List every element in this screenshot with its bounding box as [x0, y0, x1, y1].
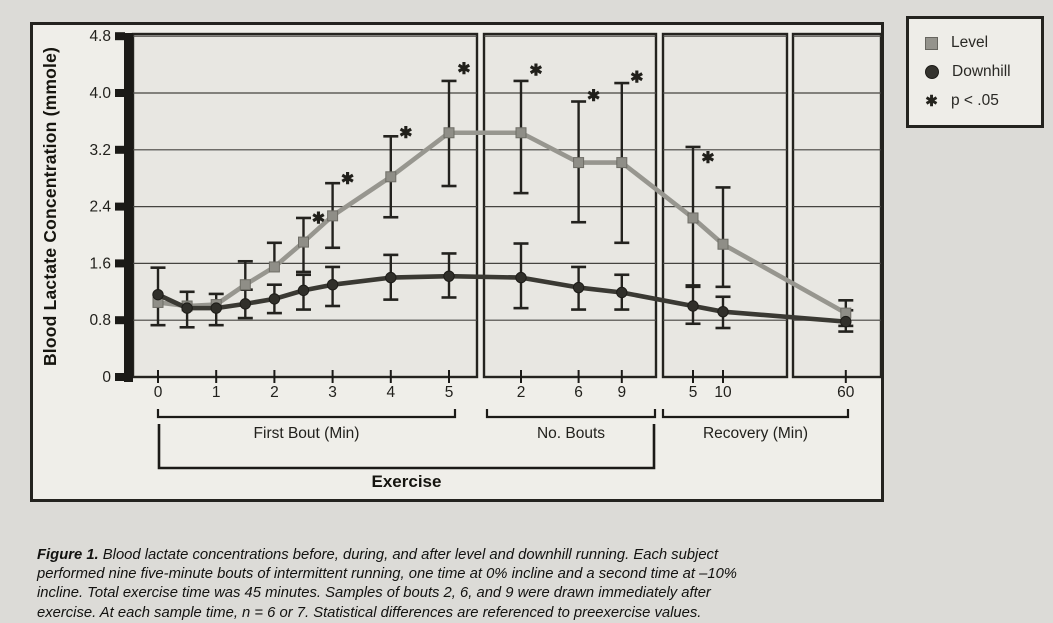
x-tick-label: 5	[688, 384, 698, 401]
level-marker	[269, 262, 279, 272]
downhill-marker	[444, 271, 454, 281]
y-tick-mark	[115, 146, 125, 154]
downhill-marker	[182, 303, 192, 313]
x-tick-label: 1	[211, 384, 221, 401]
y-tick-mark	[115, 32, 125, 40]
significance-star: ✱	[630, 69, 644, 87]
section-bracket	[158, 409, 455, 417]
x-tick-label: 6	[574, 384, 583, 401]
level-square-icon	[925, 37, 938, 50]
exercise-label: Exercise	[371, 472, 442, 491]
level-marker	[299, 237, 309, 247]
y-tick-mark	[115, 316, 125, 324]
panel-late_recovery	[793, 34, 881, 377]
y-tick-label: 0	[102, 369, 111, 386]
x-tick-label: 4	[386, 384, 396, 401]
y-tick-mark	[115, 203, 125, 211]
significance-star: ✱	[586, 88, 601, 106]
significance-star: ✱	[340, 171, 355, 189]
figure-caption	[37, 546, 745, 623]
y-tick-mark	[115, 259, 125, 267]
legend-label-significance: p < .05	[951, 92, 999, 109]
y-axis-label-text: Blood Lactate Concentration (mmole)	[40, 46, 61, 366]
x-tick-label: 5	[444, 384, 454, 401]
y-tick-label: 4.8	[89, 28, 111, 46]
legend	[906, 16, 1044, 128]
downhill-marker	[841, 316, 851, 326]
downhill-marker	[516, 272, 526, 282]
downhill-marker	[617, 287, 627, 297]
section-label: First Bout (Min)	[253, 425, 360, 442]
x-tick-label: 60	[837, 384, 855, 401]
y-axis-label	[32, 34, 70, 378]
level-marker	[328, 211, 338, 221]
figure-caption-text: Blood lactate concentrations before, during, and after level and downhill running. Each subject performed nine five-minute bouts of intermittent running, one time at 0% incline and a second time at –10% incline. Total exercise time was 45 minutes. Samples of bouts 2, 6, and 9 were drawn immediately after exercise. At each sample time, n = 6 or 7. Statistical differences are referenced to preexercise values.	[37, 546, 737, 621]
downhill-marker	[153, 289, 163, 299]
significance-star-icon: ✱	[925, 93, 938, 110]
significance-star: ✱	[701, 149, 715, 167]
legend-item-downhill	[925, 63, 1041, 81]
level-marker	[574, 158, 584, 168]
y-tick-label: 0.8	[89, 312, 111, 330]
downhill-marker	[298, 285, 308, 295]
downhill-marker	[718, 306, 728, 316]
downhill-marker	[327, 280, 337, 290]
level-marker	[718, 239, 728, 249]
level-marker	[688, 213, 698, 223]
significance-star: ✱	[529, 62, 543, 80]
level-marker	[617, 158, 627, 168]
figure-caption-number: Figure 1.	[37, 546, 99, 563]
x-tick-label: 2	[516, 384, 526, 401]
legend-label-level: Level	[951, 34, 989, 51]
y-tick-label: 4.0	[89, 85, 111, 102]
y-tick-mark	[115, 89, 125, 97]
legend-label-downhill: Downhill	[952, 63, 1011, 80]
downhill-marker	[211, 303, 221, 313]
y-tick-label: 1.6	[89, 255, 111, 273]
downhill-marker	[269, 294, 279, 304]
legend-item-level	[925, 34, 1041, 52]
x-tick-label: 10	[714, 384, 732, 401]
downhill-marker	[688, 301, 698, 311]
level-marker	[516, 128, 526, 138]
downhill-marker	[240, 299, 250, 309]
x-tick-label: 3	[328, 384, 337, 401]
significance-star: ✱	[399, 125, 413, 143]
downhill-circle-icon	[925, 65, 939, 79]
level-marker	[444, 128, 454, 138]
significance-star: ✱	[457, 61, 471, 79]
downhill-marker	[386, 272, 396, 282]
level-marker	[386, 172, 396, 182]
section-label: Recovery (Min)	[702, 425, 809, 442]
significance-star: ✱	[311, 210, 326, 228]
x-tick-label: 2	[270, 384, 279, 401]
level-marker	[240, 280, 250, 290]
y-tick-label: 2.4	[89, 198, 111, 216]
y-axis-bar	[124, 33, 133, 382]
panel-first_bout	[133, 34, 477, 377]
x-tick-label: 0	[153, 384, 163, 401]
downhill-marker	[573, 282, 583, 292]
legend-item-significance	[925, 92, 1041, 110]
x-tick-label: 9	[617, 384, 627, 401]
section-label: No. Bouts	[536, 425, 606, 442]
section-bracket	[487, 409, 655, 417]
y-tick-label: 3.2	[89, 141, 111, 159]
panel-recovery	[663, 34, 787, 377]
section-bracket	[663, 409, 848, 417]
y-tick-mark	[115, 373, 125, 381]
